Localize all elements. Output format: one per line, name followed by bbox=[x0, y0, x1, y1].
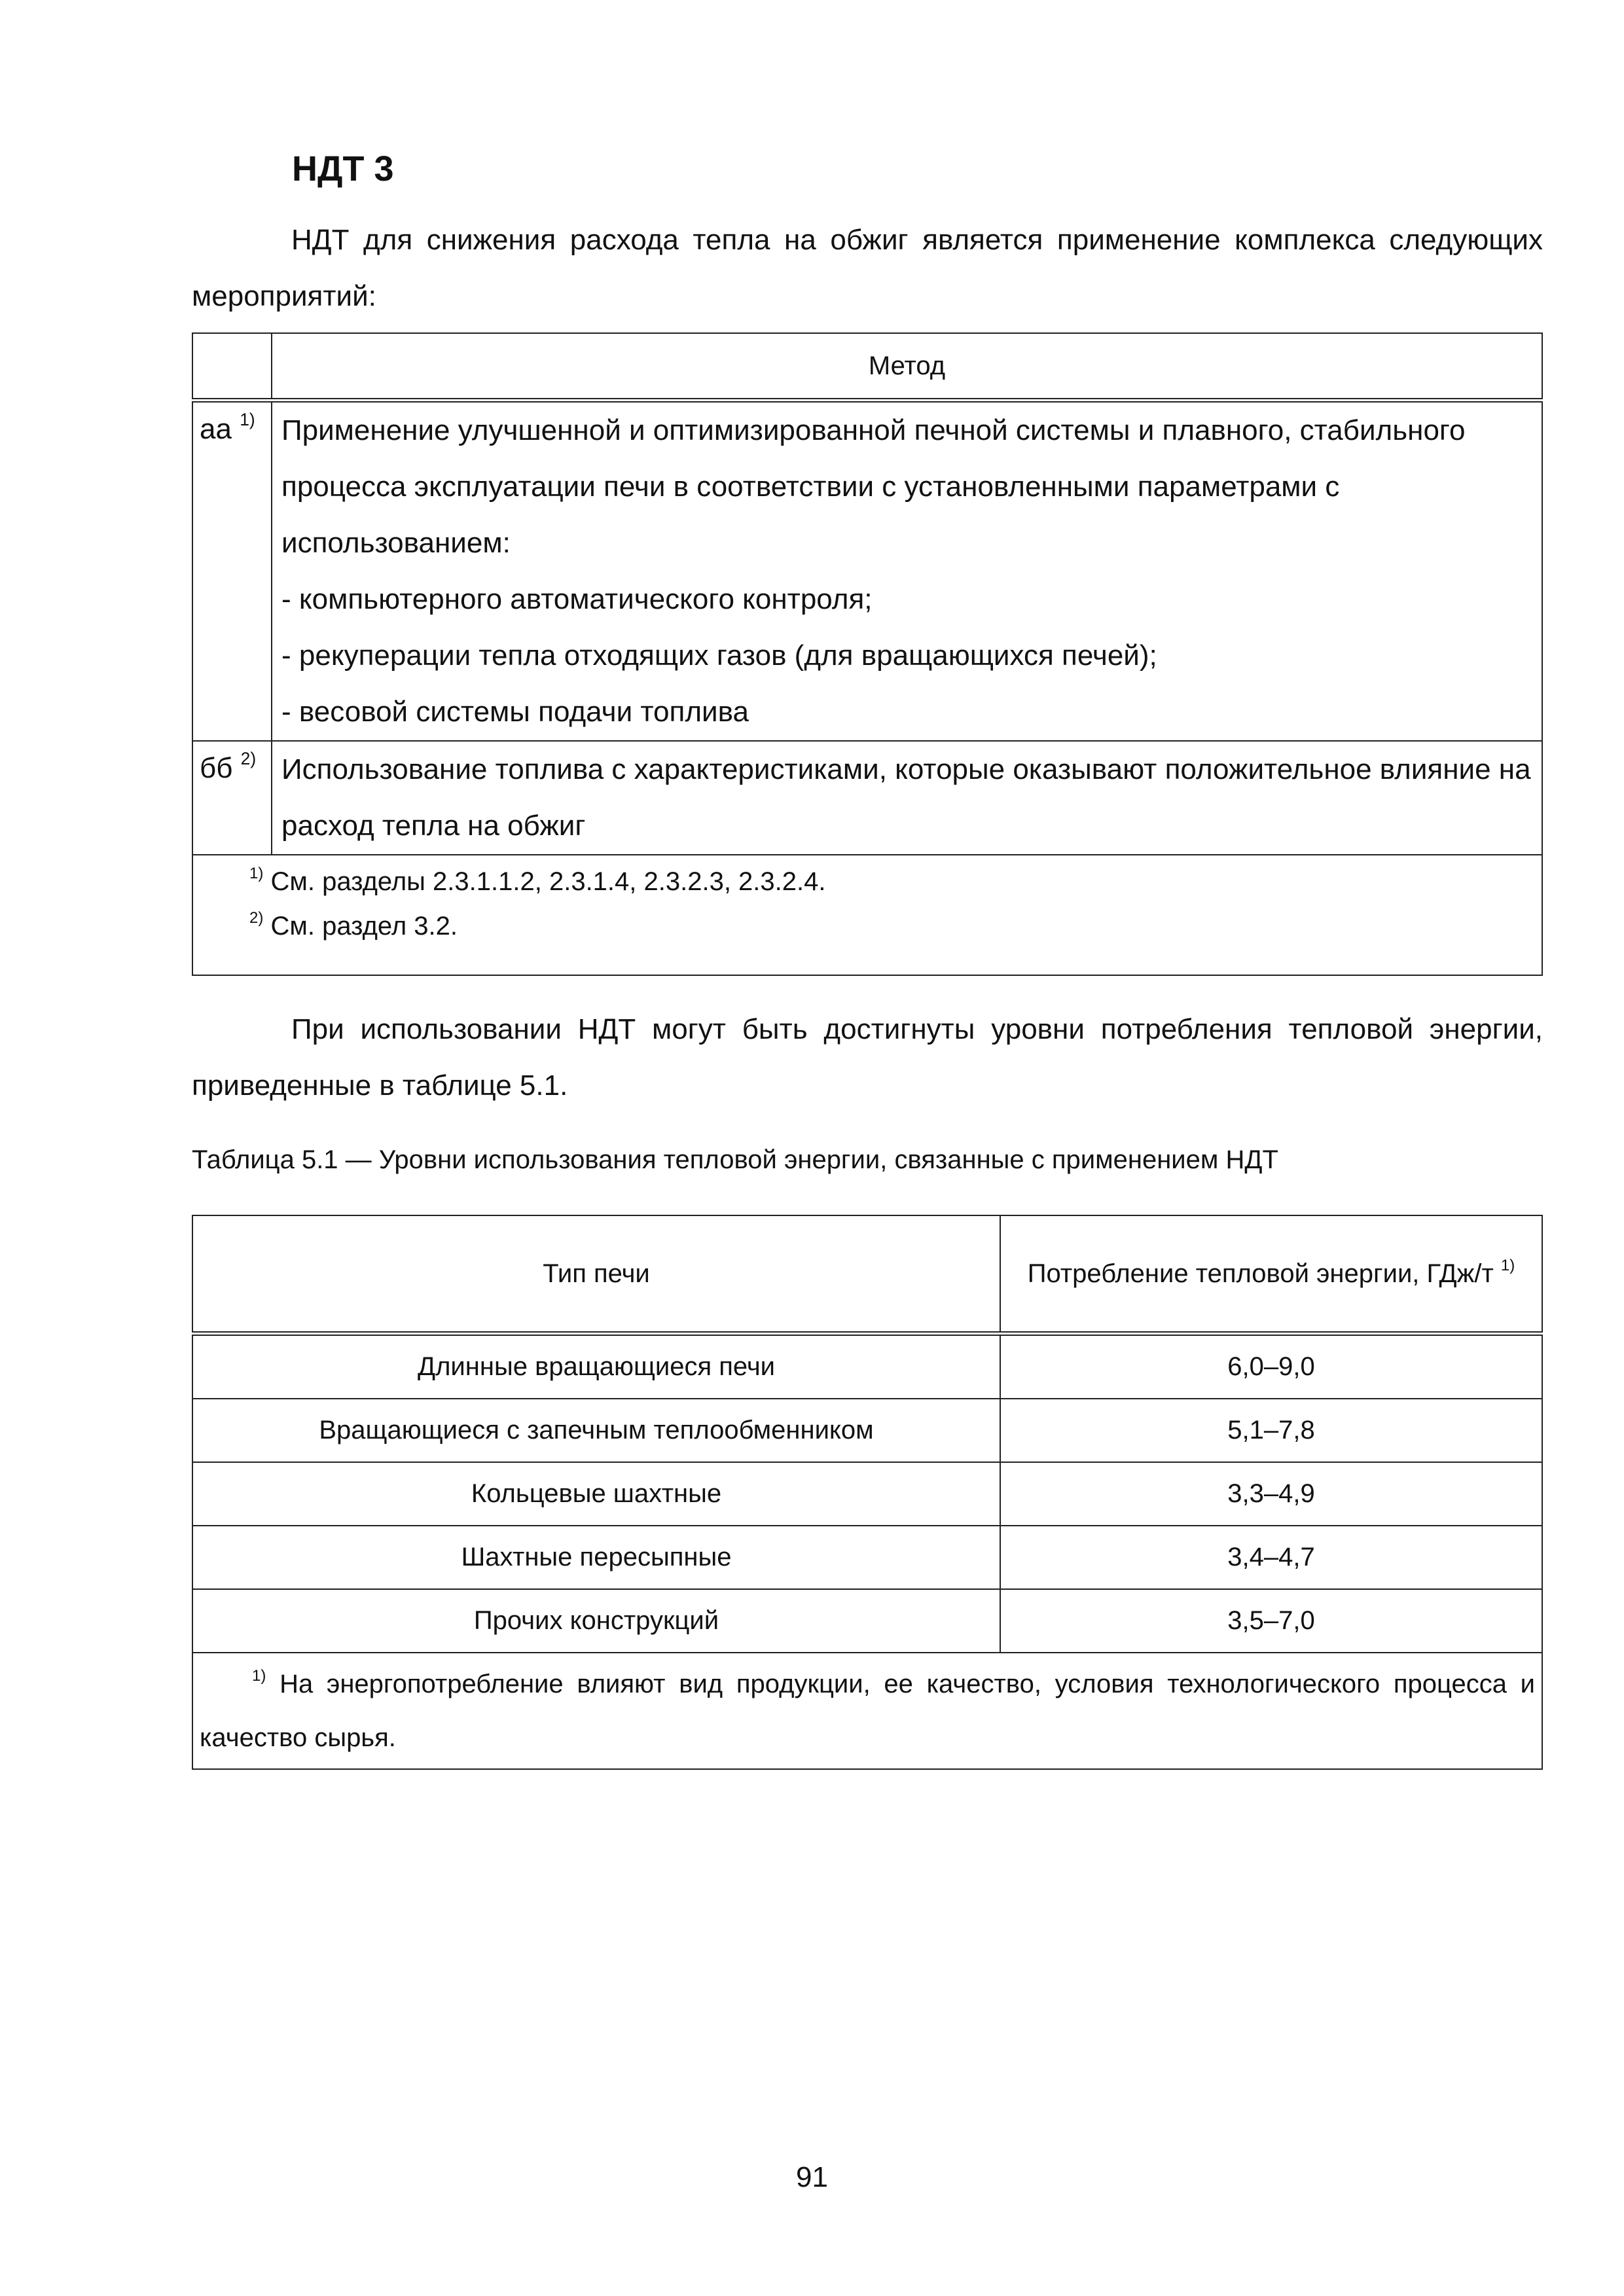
energy-table bbox=[192, 1215, 1543, 1770]
kiln-type: Прочих конструкций bbox=[192, 1589, 1000, 1653]
method-description bbox=[272, 401, 1542, 742]
method-description bbox=[272, 741, 1542, 855]
table-row bbox=[192, 1399, 1542, 1462]
footnote-marker: 1) bbox=[1500, 1257, 1515, 1274]
method-table-header-row bbox=[192, 333, 1542, 401]
method-line: - рекуперации тепла отходящих газов (для вращающихся печей); bbox=[281, 639, 1157, 672]
footnote-marker: 2) bbox=[240, 749, 257, 769]
table-caption: Таблица 5.1 — Уровни использования тепловой энергии, связанные с применением НДТ bbox=[192, 1145, 1278, 1174]
method-line: - весовой системы подачи топлива bbox=[281, 696, 749, 728]
method-row bbox=[192, 741, 1542, 855]
method-line: Применение улучшенной и оптимизированной печной системы и плавного, стабильного процесса эксплуатации печи в соответствии с установленными параметрами с использованием: bbox=[281, 414, 1466, 559]
table-row bbox=[192, 1526, 1542, 1589]
method-table-footnotes bbox=[192, 855, 1542, 975]
section-heading: НДТ 3 bbox=[292, 149, 394, 188]
kiln-type: Кольцевые шахтные bbox=[192, 1462, 1000, 1526]
after-text: При использовании НДТ могут быть достигнуты уровни потребления тепловой энергии, приведенные в таблице 5.1. bbox=[192, 1013, 1543, 1102]
method-table-header-empty bbox=[192, 333, 272, 401]
method-line: Использование топлива с характеристиками, которые оказывают положительное влияние на расход тепла на обжиг bbox=[281, 753, 1531, 842]
kiln-type: Длинные вращающиеся печи bbox=[192, 1334, 1000, 1399]
energy-value: 5,1–7,8 bbox=[1000, 1399, 1542, 1462]
kiln-type: Шахтные пересыпные bbox=[192, 1526, 1000, 1589]
table-row bbox=[192, 1462, 1542, 1526]
table-row bbox=[192, 1589, 1542, 1653]
method-line: - компьютерного автоматического контроля; bbox=[281, 583, 873, 615]
intro-paragraph bbox=[192, 212, 1543, 325]
energy-value: 3,4–4,7 bbox=[1000, 1526, 1542, 1589]
method-footnote: $^{2)}$ См. раздел 3.2. bbox=[249, 909, 458, 941]
energy-table-header-row bbox=[192, 1215, 1542, 1334]
intro-text: НДТ для снижения расхода тепла на обжиг является применение комплекса следующих мероприятий: bbox=[192, 224, 1543, 312]
energy-col-header-consumption: Потребление тепловой энергии, ГДж/т $^{1)}$ bbox=[1000, 1215, 1542, 1334]
method-row bbox=[192, 401, 1542, 742]
footnote-marker: 1) bbox=[240, 410, 255, 430]
energy-value: 3,3–4,9 bbox=[1000, 1462, 1542, 1526]
method-table-header: Метод bbox=[272, 333, 1542, 401]
after-paragraph bbox=[192, 1001, 1543, 1114]
method-code: бб $^{2)}$ bbox=[192, 741, 272, 855]
page-number: 91 bbox=[796, 2161, 828, 2193]
energy-table-footnote-row bbox=[192, 1653, 1542, 1769]
energy-value: 3,5–7,0 bbox=[1000, 1589, 1542, 1653]
energy-table-footnote: $^{1)}$ На энергопотребление влияют вид продукции, ее качество, условия технологического процесса и качество сырья. bbox=[192, 1653, 1542, 1769]
method-footnote: $^{1)}$ См. разделы 2.3.1.1.2, 2.3.1.4, 2.3.2.3, 2.3.2.4. bbox=[249, 865, 826, 896]
method-table-footnotes-row bbox=[192, 855, 1542, 975]
method-table bbox=[192, 332, 1543, 976]
energy-col-header-type: Тип печи bbox=[192, 1215, 1000, 1334]
energy-value: 6,0–9,0 bbox=[1000, 1334, 1542, 1399]
kiln-type: Вращающиеся с запечным теплообменником bbox=[192, 1399, 1000, 1462]
method-code: аа $^{1)}$ bbox=[192, 401, 272, 742]
footnote-marker: 1) bbox=[252, 1667, 266, 1685]
table-row bbox=[192, 1334, 1542, 1399]
